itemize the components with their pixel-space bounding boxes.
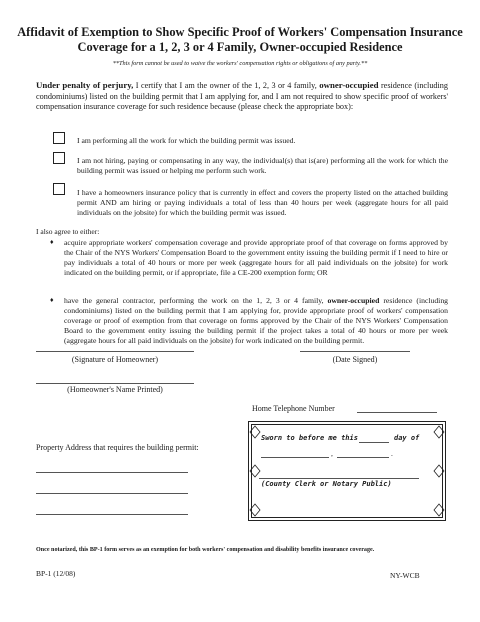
option2-text: I am not hiring, paying or compensating in any way, the individual(s) that is(are) performing all the work for which the building permit was issued or helping me perform such work. — [77, 156, 448, 175]
footer-note: Once notarized, this BP-1 form serves as an exemption for both workers' compensation and disability benefits insurance coverage. — [36, 547, 375, 553]
sworn-day-line[interactable] — [359, 442, 389, 443]
option2-checkbox[interactable] — [53, 152, 65, 164]
bullet1-text: acquire appropriate workers' compensation coverage and provide appropriate proof of that coverage on forms approved by the Chair of the NYS Workers' Compensation Board to the government entity issuing the building permit if I need to hire or pay individuals a total of 40 hours or more per week (aggregate hours for all paid individuals on the jobsite) for work indicated on the building permit, or if appropriate, file a CE-200 exemption form; OR — [64, 238, 448, 277]
printed-name-label: (Homeowner's Name Printed) — [67, 385, 163, 394]
form-title-line1: Affidavit of Exemption to Show Specific Proof of Workers' Compensation Insurance — [17, 25, 463, 39]
date-line[interactable] — [300, 351, 410, 352]
sworn-text: Sworn to before me this — [261, 434, 358, 442]
intro-lead: Under penalty of perjury, — [36, 80, 134, 90]
address-label: Property Address that requires the building permit: — [36, 443, 199, 452]
option3-text: I have a homeowners insurance policy that is currently in effect and covers the property listed on the attached building permit AND am hiring or paying individuals a total of less than 40 hours per week (aggregate hours for all paid individuals on the jobsite) for which the building permit was issued. — [77, 188, 448, 217]
sworn-period: . — [391, 449, 393, 458]
address-line-3[interactable] — [36, 514, 188, 515]
address-line-2[interactable] — [36, 493, 188, 494]
clerk-label: (County Clerk or Notary Public) — [261, 480, 392, 488]
sworn-month-line[interactable] — [261, 457, 329, 458]
phone-label: Home Telephone Number — [252, 404, 335, 413]
form-title-line2: Coverage for a 1, 2, 3 or 4 Family, Owner-occupied Residence — [77, 40, 403, 54]
agree-intro: I also agree to either: — [36, 227, 100, 236]
intro-paragraph: Under penalty of perjury, I certify that I am the owner of the 1, 2, 3 or 4 family, owner-occupied residence (including condominiums) listed on the building permit that I am applying for, and I am not required to show specific proof of workers' compensation insurance coverage for such residence because (please check the appropriate box): — [36, 80, 448, 112]
bullet1-marker: ♦ — [50, 238, 54, 246]
bullet2-marker: ♦ — [50, 296, 54, 304]
form-id: BP-1 (12/08) — [36, 569, 76, 578]
signature-line[interactable] — [36, 351, 194, 352]
option1-checkbox[interactable] — [53, 132, 65, 144]
bullet2-text: have the general contractor, performing the work on the 1, 2, 3 or 4 family, owner-occupied residence (including condominiums) listed on the building permit that I am applying for, provide appropriate proof of workers' compensation coverage or proof of exemption from that coverage on forms approved by the Chair of the NYS Workers' Compensation Board to the government entity issuing the building permit if the project takes a total of 40 hours or more per week (aggregate hours for all paid individuals on the jobsite) for work indicated on the building permit. — [64, 296, 449, 345]
phone-line[interactable] — [357, 412, 437, 413]
address-line-1[interactable] — [36, 472, 188, 473]
date-label: (Date Signed) — [332, 355, 378, 364]
signature-label: (Signature of Homeowner) — [71, 355, 159, 364]
clerk-signature-line[interactable] — [259, 478, 419, 479]
notary-box — [248, 421, 446, 521]
sworn-comma: , — [331, 449, 333, 458]
sworn-year-line[interactable] — [337, 457, 389, 458]
printed-name-line[interactable] — [36, 383, 194, 384]
agency-label: NY-WCB — [390, 571, 420, 580]
option3-checkbox[interactable] — [53, 183, 65, 195]
day-of-label: day of — [394, 434, 420, 442]
disclaimer: **This form cannot be used to waive the workers' compensation rights or obligations of any party.** — [112, 60, 368, 67]
option1-text: I am performing all the work for which the building permit was issued. — [77, 136, 296, 145]
